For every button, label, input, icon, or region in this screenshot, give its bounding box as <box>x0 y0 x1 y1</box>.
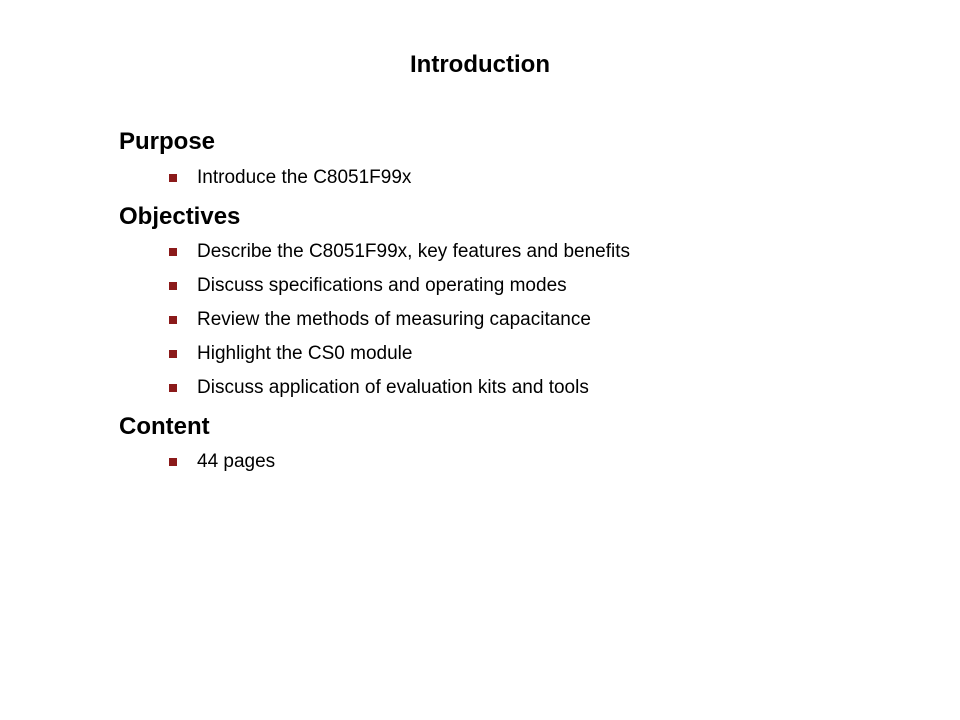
bullet-text: 44 pages <box>197 451 276 472</box>
bullet-text: Describe the C8051F99x, key features and benefits <box>197 241 631 262</box>
square-bullet-icon <box>169 174 177 182</box>
bullet-text: Discuss specifications and operating modes <box>197 275 567 296</box>
square-bullet-icon <box>169 458 177 466</box>
bullet-item <box>119 269 899 303</box>
bullet-text: Review the methods of measuring capacitance <box>197 309 591 330</box>
section-purpose <box>119 124 899 195</box>
section-heading-objectives: Objectives <box>119 203 241 230</box>
slide-content <box>119 124 899 483</box>
slide-title: Introduction <box>410 51 550 78</box>
bullet-text: Introduce the C8051F99x <box>197 167 412 188</box>
bullet-item <box>119 161 899 195</box>
bullet-text: Highlight the CS0 module <box>197 343 413 364</box>
bullet-item <box>119 371 899 405</box>
bullet-list-content <box>119 445 899 479</box>
bullet-item <box>119 235 899 269</box>
square-bullet-icon <box>169 282 177 290</box>
square-bullet-icon <box>169 316 177 324</box>
bullet-list-objectives <box>119 235 899 405</box>
section-heading-purpose: Purpose <box>119 128 216 155</box>
section-content <box>119 409 899 479</box>
bullet-item <box>119 445 899 479</box>
section-heading-content: Content <box>119 413 210 440</box>
section-objectives <box>119 199 899 405</box>
square-bullet-icon <box>169 350 177 358</box>
bullet-item <box>119 303 899 337</box>
bullet-text: Discuss application of evaluation kits and tools <box>197 377 589 398</box>
square-bullet-icon <box>169 384 177 392</box>
square-bullet-icon <box>169 248 177 256</box>
bullet-item <box>119 337 899 371</box>
bullet-list-purpose <box>119 161 899 195</box>
